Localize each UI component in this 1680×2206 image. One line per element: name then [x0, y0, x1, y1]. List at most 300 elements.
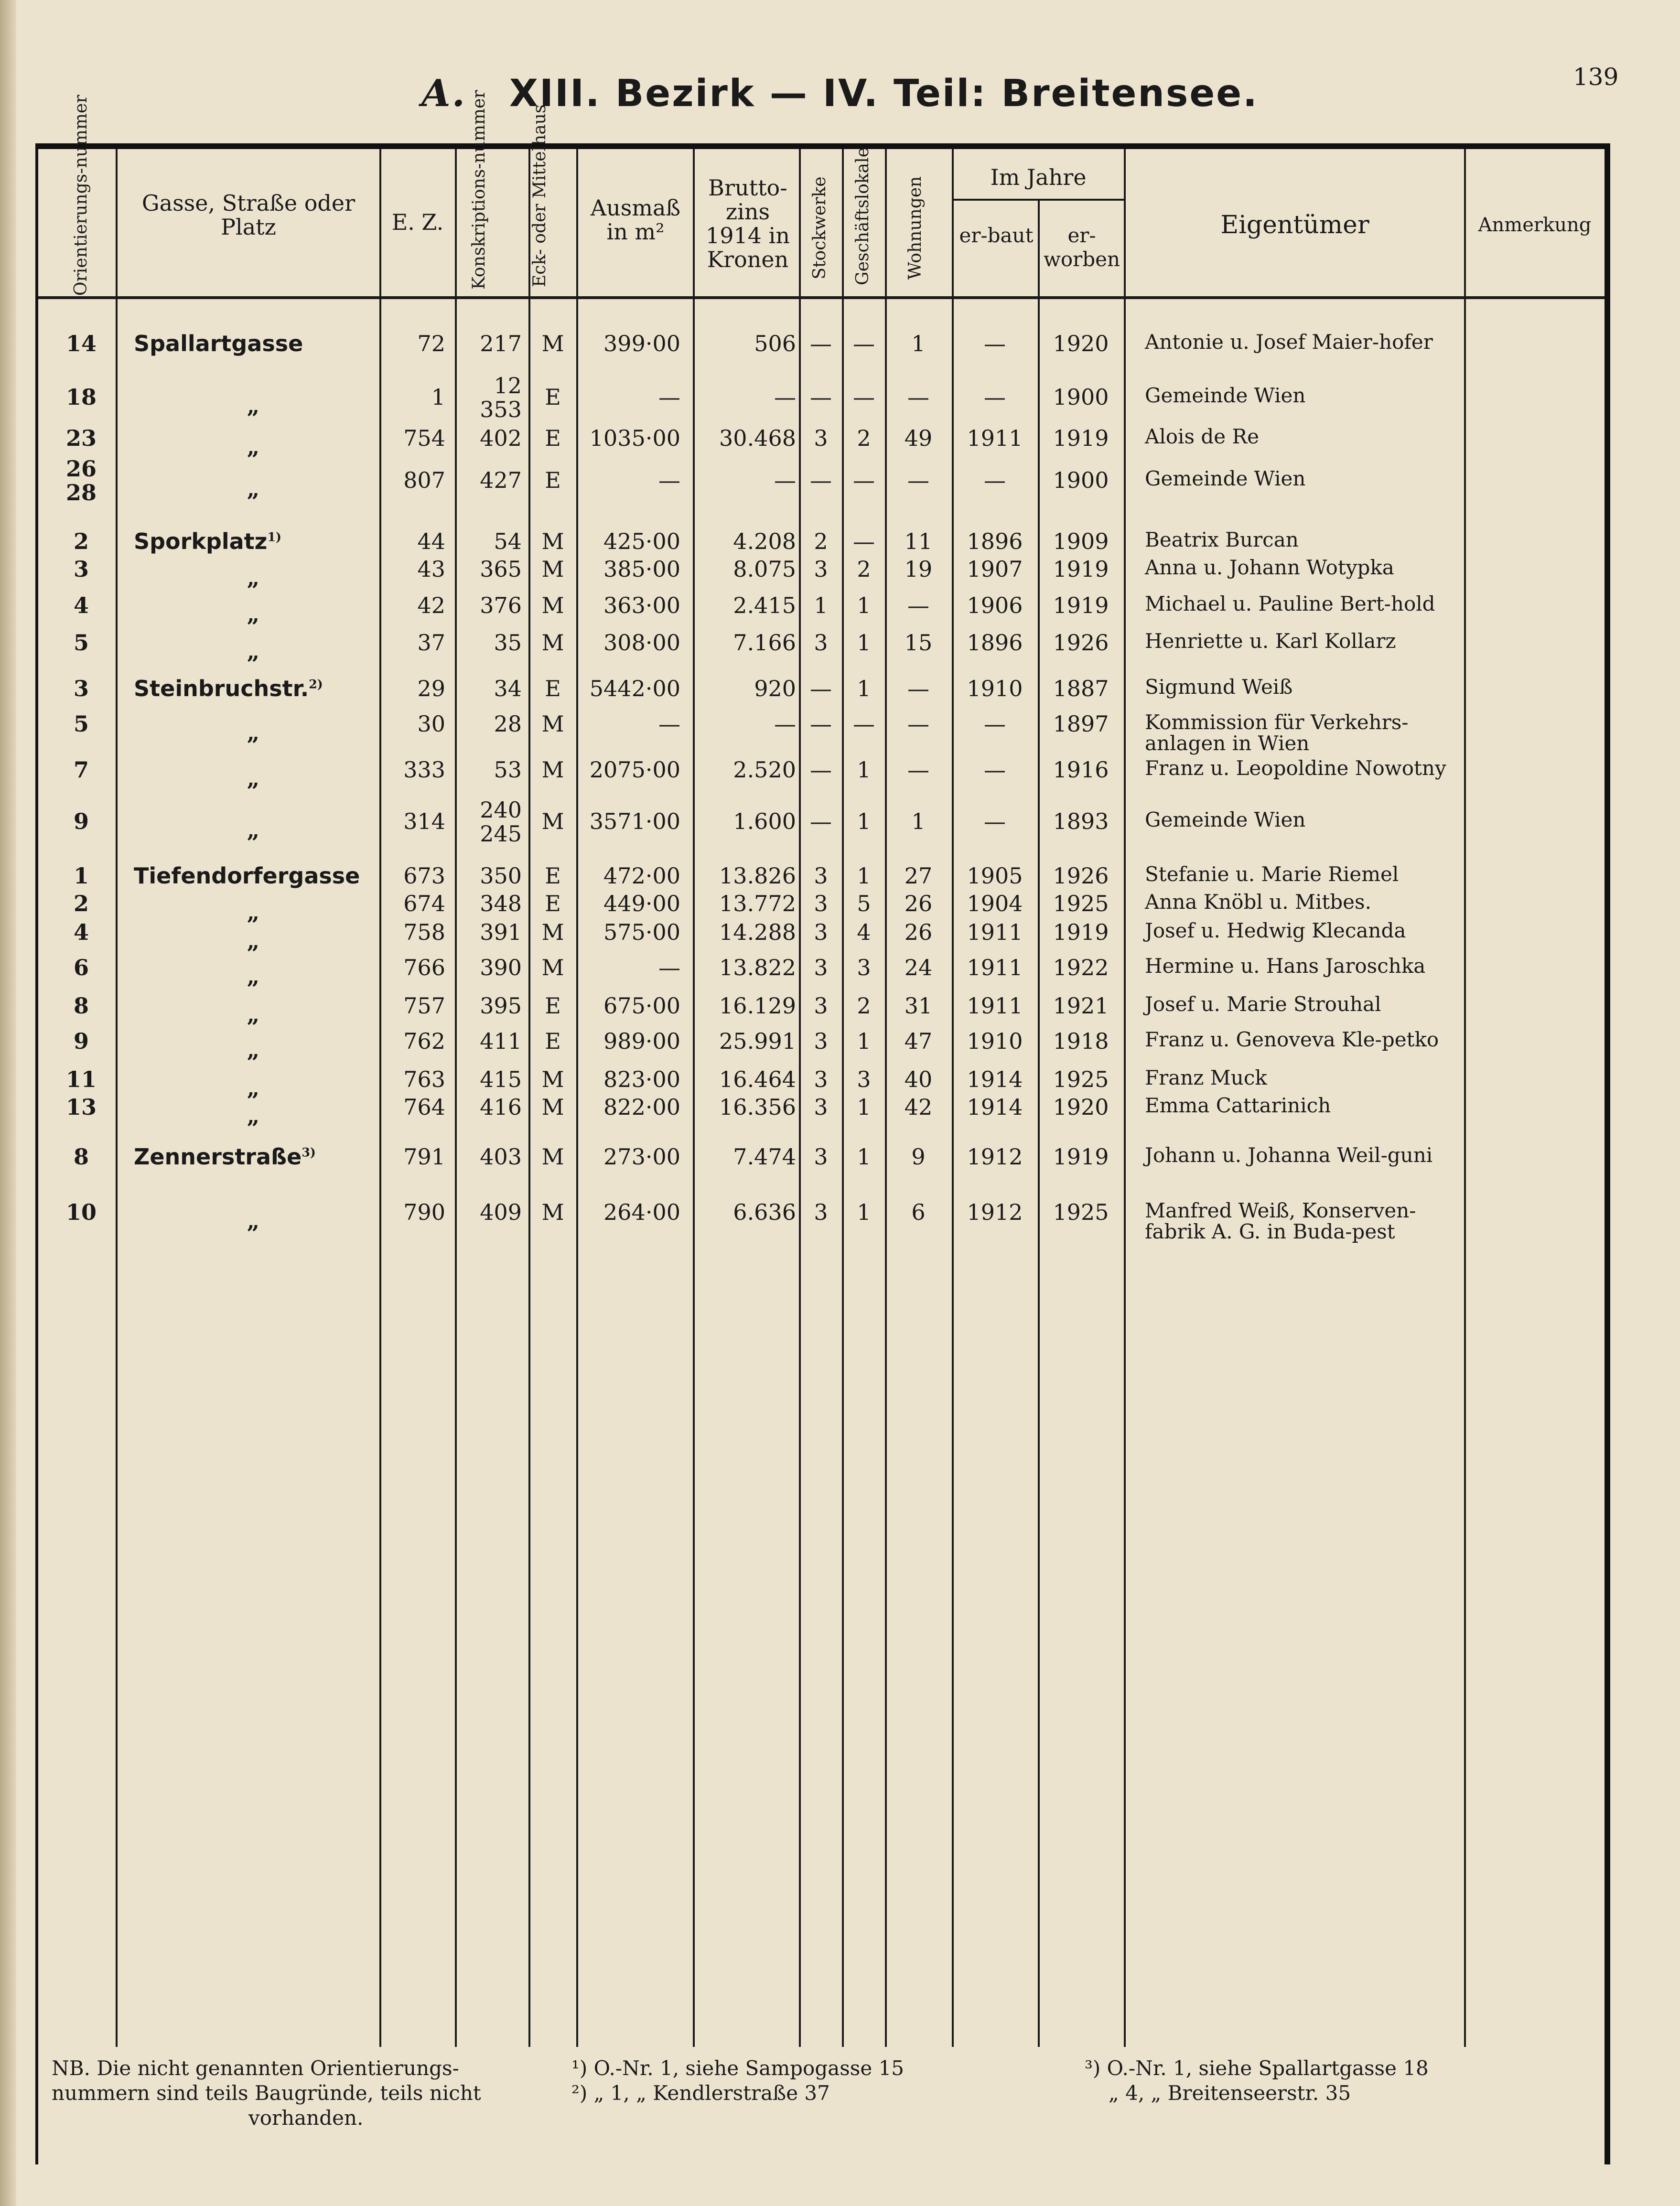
cell-gesch: 1 — [857, 808, 871, 834]
cell-erworben: 1887 — [1053, 676, 1109, 701]
header-anmerkung: Anmerkung — [1478, 214, 1592, 236]
cell-wohn: 19 — [904, 556, 933, 582]
cell-owner: Franz Muck — [1145, 1066, 1267, 1089]
cell-owner: Stefanie u. Marie Riemel — [1145, 862, 1399, 886]
cell-ausmass: — — [658, 384, 680, 410]
footnote-nb-2: nummern sind teils Baugründe, teils nicht — [52, 2081, 481, 2105]
cell-onr: 7 — [73, 757, 89, 783]
cell-brutto: 13.772 — [719, 891, 796, 916]
cell-ausmass: — — [658, 955, 680, 980]
cell-owner: Josef u. Marie Strouhal — [1145, 992, 1381, 1016]
cell-stock: — — [810, 711, 832, 737]
cell-erbaut: 1904 — [967, 891, 1023, 916]
cell-street: „ — [247, 899, 260, 925]
cell-wohn: 40 — [904, 1066, 933, 1092]
street-name: Tiefendorfergasse — [134, 863, 360, 889]
cell-brutto: 30.468 — [719, 425, 796, 451]
cell-erbaut: 1914 — [967, 1066, 1023, 1092]
cell-owner: Gemeinde Wien — [1145, 808, 1306, 831]
cell-onr: 6 — [73, 955, 89, 980]
cell-street: „ — [247, 601, 260, 627]
cell-brutto: 16.356 — [719, 1094, 796, 1120]
cell-onr: 5 — [73, 711, 89, 737]
col-rule-3 — [455, 149, 457, 2047]
cell-konskr: 376 — [480, 592, 522, 618]
cell-gesch: 1 — [857, 676, 871, 701]
cell-erbaut: 1905 — [967, 863, 1023, 889]
cell-owner: Sigmund Weiß — [1145, 675, 1293, 699]
cell-ausmass: 1035·00 — [589, 425, 680, 451]
cell-eck: E — [545, 467, 561, 493]
cell-konskr: 35 — [494, 630, 522, 656]
cell-eck: M — [541, 528, 564, 554]
cell-ez: 72 — [417, 331, 445, 356]
cell-konskr: 415 — [480, 1066, 522, 1092]
cell-eck: E — [545, 891, 561, 916]
street-name: Zennerstraße — [134, 1144, 302, 1170]
cell-street: „ — [247, 1103, 260, 1129]
header-brutto: Brutto-zins 1914 in Kronen — [705, 175, 790, 272]
cell-owner: Franz u. Genoveva Kle-petko — [1145, 1028, 1439, 1051]
cell-stock: 2 — [814, 528, 828, 554]
cell-gesch: — — [853, 711, 875, 737]
cell-onr: 8 — [73, 1144, 89, 1170]
cell-erworben: 1897 — [1053, 711, 1109, 737]
street-name: Spallartgasse — [134, 331, 303, 356]
cell-wohn: — — [907, 711, 929, 737]
cell-owner: Gemeinde Wien — [1145, 384, 1306, 407]
cell-konskr: 28 — [494, 711, 522, 737]
cell-ausmass: 425·00 — [603, 528, 680, 554]
cell-gesch: 1 — [857, 630, 871, 656]
cell-ez: 807 — [403, 467, 445, 493]
cell-gesch: 5 — [857, 891, 871, 916]
cell-konskr: 53 — [494, 757, 522, 783]
cell-wohn: — — [907, 592, 929, 618]
cell-brutto: 14.288 — [719, 919, 796, 945]
cell-gesch: 1 — [857, 1199, 871, 1225]
cell-ausmass: 989·00 — [603, 1028, 680, 1054]
cell-brutto: — — [774, 711, 796, 737]
cell-street: „ — [247, 928, 260, 954]
cell-owner: Beatrix Burcan — [1145, 528, 1299, 551]
header-ez: E. Z. — [391, 209, 444, 235]
cell-wohn: — — [907, 467, 929, 493]
cell-street: „ — [247, 817, 260, 843]
street-name: Sporkplatz — [134, 528, 268, 554]
cell-ausmass: 363·00 — [603, 592, 680, 618]
cell-street: „ — [247, 720, 260, 745]
cell-erbaut: 1914 — [967, 1094, 1023, 1120]
cell-street: „ — [247, 434, 260, 460]
cell-gesch: 1 — [857, 863, 871, 889]
cell-stock: 3 — [814, 1144, 828, 1170]
cell-ez: 314 — [403, 808, 445, 834]
cell-owner: Alois de Re — [1145, 425, 1259, 448]
cell-stock: 1 — [814, 592, 828, 618]
cell-konskr: 350 — [480, 863, 522, 889]
cell-ez: 762 — [403, 1028, 445, 1054]
cell-stock: 3 — [814, 891, 828, 916]
cell-stock: — — [810, 331, 832, 356]
cell-brutto: 1.600 — [733, 808, 796, 834]
cell-ez: 37 — [417, 630, 445, 656]
col-rule-6 — [693, 149, 695, 2047]
cell-erbaut: 1912 — [967, 1199, 1023, 1225]
cell-gesch: 3 — [857, 955, 871, 980]
cell-gesch: 2 — [857, 556, 871, 582]
cell-owner: Emma Cattarinich — [1145, 1094, 1331, 1117]
cell-erbaut: 1911 — [967, 993, 1023, 1019]
cell-gesch: 1 — [857, 757, 871, 783]
cell-stock: — — [810, 467, 832, 493]
cell-gesch: 1 — [857, 1094, 871, 1120]
cell-stock: 3 — [814, 993, 828, 1019]
cell-eck: E — [545, 425, 561, 451]
cell-erworben: 1920 — [1053, 331, 1109, 356]
cell-wohn: — — [907, 757, 929, 783]
cell-street — [134, 331, 373, 356]
cell-gesch: — — [853, 331, 875, 356]
cell-wohn: — — [907, 384, 929, 410]
cell-street: „ — [247, 638, 260, 664]
header-wohnungen: Wohnungen — [905, 176, 925, 280]
footnote-3b: „ 4, „ Breitenseerstr. 35 — [1109, 2081, 1351, 2105]
cell-street — [134, 863, 373, 889]
cell-wohn: 49 — [904, 425, 933, 451]
cell-street — [134, 528, 373, 554]
cell-konskr: 416 — [480, 1094, 522, 1120]
cell-gesch: 2 — [857, 993, 871, 1019]
cell-konskr: 217 — [480, 331, 522, 356]
cell-ausmass: 2075·00 — [589, 757, 680, 783]
cell-eck: E — [545, 676, 561, 701]
cell-erbaut: 1911 — [967, 425, 1023, 451]
cell-gesch: — — [853, 467, 875, 493]
cell-ez: 42 — [417, 592, 445, 618]
cell-brutto: 16.129 — [719, 993, 796, 1019]
cell-eck: M — [541, 1066, 564, 1092]
cell-brutto: 4.208 — [733, 528, 796, 554]
cell-wohn: 42 — [904, 1094, 933, 1120]
cell-owner: Antonie u. Josef Maier-hofer — [1145, 330, 1433, 354]
header-geschaeftslokale: Geschäftslokale — [853, 147, 872, 285]
cell-brutto: 13.826 — [719, 863, 796, 889]
cell-konskr: 390 — [480, 955, 522, 980]
title-text: XIII. Bezirk — IV. Teil: Breitensee. — [509, 72, 1259, 115]
cell-ez: 791 — [403, 1144, 445, 1170]
cell-eck: E — [545, 863, 561, 889]
cell-onr: 4 — [73, 919, 89, 945]
header-stockwerke: Stockwerke — [810, 176, 829, 280]
footnote-2: ²) „ 1, „ Kendlerstraße 37 — [571, 2081, 830, 2105]
cell-ausmass: — — [658, 711, 680, 737]
footnote-nb-3: vorhanden. — [248, 2106, 364, 2130]
cell-brutto: 16.464 — [719, 1066, 796, 1092]
cell-ausmass: 264·00 — [603, 1199, 680, 1225]
cell-ez: 674 — [403, 891, 445, 916]
cell-stock: — — [810, 384, 832, 410]
street-name: Steinbruchstr. — [134, 676, 309, 701]
cell-wohn: 6 — [911, 1199, 926, 1225]
cell-owner: Gemeinde Wien — [1145, 467, 1306, 490]
cell-stock: 3 — [814, 630, 828, 656]
cell-konskr: 54 — [494, 528, 522, 554]
cell-gesch: 3 — [857, 1066, 871, 1092]
cell-onr: 3 — [73, 676, 89, 701]
cell-erworben: 1922 — [1053, 955, 1109, 980]
cell-owner: Josef u. Hedwig Klecanda — [1145, 919, 1406, 942]
street-footnote-marker: 3) — [302, 1145, 316, 1160]
cell-stock: 3 — [814, 556, 828, 582]
cell-brutto: 506 — [754, 331, 796, 356]
cell-brutto: 7.474 — [733, 1144, 796, 1170]
section-letter: A. — [421, 72, 466, 115]
cell-ausmass: 5442·00 — [589, 676, 680, 701]
street-footnote-marker: 2) — [309, 677, 323, 691]
cell-street — [134, 1144, 373, 1170]
cell-wohn: 1 — [911, 808, 926, 834]
cell-konskr: 402 — [480, 425, 522, 451]
cell-stock: 3 — [814, 1066, 828, 1092]
cell-erbaut: 1896 — [967, 630, 1023, 656]
header-gasse: Gasse, Straße oder Platz — [141, 190, 355, 240]
footnote-3a: ³) O.-Nr. 1, siehe Spallartgasse 18 — [1085, 2056, 1429, 2080]
cell-street: „ — [247, 476, 260, 502]
cell-erbaut: — — [984, 808, 1006, 834]
cell-stock: 3 — [814, 1094, 828, 1120]
book-spine-shadow — [0, 0, 16, 2206]
cell-gesch: — — [853, 528, 875, 554]
cell-ausmass: 449·00 — [603, 891, 680, 916]
cell-konskr: 365 — [480, 556, 522, 582]
cell-stock: 3 — [814, 863, 828, 889]
cell-gesch: 2 — [857, 425, 871, 451]
cell-erworben: 1893 — [1053, 808, 1109, 834]
col-rule-4 — [528, 149, 530, 2047]
cell-eck: M — [541, 955, 564, 980]
cell-erworben: 1925 — [1053, 891, 1109, 916]
cell-konskr: 240 245 — [480, 797, 522, 847]
cell-brutto: — — [774, 467, 796, 493]
cell-eck: E — [545, 384, 561, 410]
cell-wohn: 31 — [904, 993, 933, 1019]
header-bottom-rule — [38, 296, 1605, 299]
cell-erworben: 1919 — [1053, 919, 1109, 945]
cell-owner: Johann u. Johanna Weil-guni — [1145, 1143, 1433, 1167]
cell-owner: Hermine u. Hans Jaroschka — [1145, 954, 1426, 978]
cell-ez: 790 — [403, 1199, 445, 1225]
cell-brutto: 8.075 — [733, 556, 796, 582]
cell-ausmass: 823·00 — [603, 1066, 680, 1092]
cell-wohn: 27 — [904, 863, 933, 889]
cell-erbaut: 1910 — [967, 1028, 1023, 1054]
cell-ez: 763 — [403, 1066, 445, 1092]
cell-onr: 8 — [73, 993, 89, 1019]
cell-erbaut: 1907 — [967, 556, 1023, 582]
cell-ez: 44 — [417, 528, 445, 554]
cell-erworben: 1926 — [1053, 863, 1109, 889]
cell-street: „ — [247, 1037, 260, 1063]
cell-street: „ — [247, 565, 260, 591]
cell-erbaut: 1912 — [967, 1144, 1023, 1170]
cell-ausmass: 385·00 — [603, 556, 680, 582]
cell-brutto: 25.991 — [719, 1028, 796, 1054]
cell-ausmass: 822·00 — [603, 1094, 680, 1120]
cell-onr: 4 — [73, 592, 89, 618]
cell-erworben: 1900 — [1053, 384, 1109, 410]
cell-owner: Manfred Weiß, Konserven-fabrik A. G. in Buda-pest — [1145, 1199, 1416, 1243]
cell-erworben: 1921 — [1053, 993, 1109, 1019]
cell-brutto: 920 — [754, 676, 796, 701]
cell-onr: 10 — [65, 1199, 97, 1225]
col-rule-2 — [379, 149, 381, 2047]
cell-erworben: 1920 — [1053, 1094, 1109, 1120]
cell-eck: M — [541, 1094, 564, 1120]
cell-wohn: 24 — [904, 955, 933, 980]
cell-konskr: 34 — [494, 676, 522, 701]
cell-street: „ — [247, 1075, 260, 1101]
cell-owner: Anna Knöbl u. Mitbes. — [1145, 890, 1371, 914]
cell-eck: M — [541, 592, 564, 618]
cell-ez: 333 — [403, 757, 445, 783]
cell-onr: 1 — [73, 863, 89, 889]
cell-eck: M — [541, 1144, 564, 1170]
cell-wohn: — — [907, 676, 929, 701]
col-rule-12 — [1124, 149, 1126, 2047]
cell-erworben: 1919 — [1053, 592, 1109, 618]
cell-stock: — — [810, 757, 832, 783]
header-ausmass: Ausmaß in m² — [590, 195, 681, 245]
cell-erbaut: — — [984, 331, 1006, 356]
cell-gesch: 1 — [857, 592, 871, 618]
cell-eck: M — [541, 808, 564, 834]
header-im-jahre: Im Jahre — [990, 164, 1087, 190]
cell-eck: M — [541, 919, 564, 945]
cell-eck: M — [541, 331, 564, 356]
cell-erbaut: — — [984, 711, 1006, 737]
cell-ausmass: — — [658, 467, 680, 493]
cell-stock: 3 — [814, 919, 828, 945]
cell-onr: 9 — [73, 1028, 89, 1054]
cell-eck: M — [541, 556, 564, 582]
cell-onr: 18 — [65, 384, 97, 410]
cell-ez: 766 — [403, 955, 445, 980]
cell-erworben: 1916 — [1053, 757, 1109, 783]
cell-erworben: 1900 — [1053, 467, 1109, 493]
cell-brutto: 2.520 — [733, 757, 796, 783]
cell-wohn: 15 — [904, 630, 933, 656]
cell-ausmass: 273·00 — [603, 1144, 680, 1170]
cell-brutto: 13.822 — [719, 955, 796, 980]
cell-erbaut: — — [984, 384, 1006, 410]
cell-erworben: 1918 — [1053, 1028, 1109, 1054]
cell-konskr: 409 — [480, 1199, 522, 1225]
cell-wohn: 1 — [911, 331, 926, 356]
cell-ausmass: 399·00 — [603, 331, 680, 356]
page-number: 139 — [1573, 63, 1619, 91]
cell-ez: 673 — [403, 863, 445, 889]
cell-street: „ — [247, 393, 260, 419]
cell-ausmass: 575·00 — [603, 919, 680, 945]
cell-street: „ — [247, 963, 260, 989]
footnote-nb-1: NB. Die nicht genannten Orientierungs- — [52, 2056, 459, 2080]
header-orientierung: Orientierungs-nummer — [71, 95, 91, 296]
cell-onr: 5 — [73, 630, 89, 656]
cell-wohn: 47 — [904, 1028, 933, 1054]
cell-erworben: 1926 — [1053, 630, 1109, 656]
cell-street — [134, 676, 373, 701]
footnote-1: ¹) O.-Nr. 1, siehe Sampogasse 15 — [571, 2056, 905, 2080]
page-title — [0, 72, 1680, 115]
cell-konskr: 348 — [480, 891, 522, 916]
cell-erbaut: 1910 — [967, 676, 1023, 701]
cell-eck: M — [541, 757, 564, 783]
col-rule-5 — [576, 149, 578, 2047]
cell-brutto: 2.415 — [733, 592, 796, 618]
header-eigentuemer: Eigentümer — [1220, 211, 1369, 239]
cell-eck: M — [541, 630, 564, 656]
cell-erbaut: 1911 — [967, 919, 1023, 945]
cell-onr: 26 28 — [65, 456, 97, 506]
cell-onr: 13 — [65, 1094, 97, 1120]
cell-konskr: 12 353 — [480, 373, 522, 422]
cell-erworben: 1919 — [1053, 425, 1109, 451]
cell-onr: 23 — [65, 425, 97, 451]
cell-ez: 1 — [431, 384, 445, 410]
cell-onr: 2 — [73, 891, 89, 916]
cell-street: „ — [247, 1001, 260, 1027]
cell-ausmass: 308·00 — [603, 630, 680, 656]
cell-eck: E — [545, 1028, 561, 1054]
cell-gesch: 1 — [857, 1144, 871, 1170]
cell-ez: 758 — [403, 919, 445, 945]
cell-owner: Kommission für Verkehrs-anlagen in Wien — [1145, 710, 1409, 755]
cell-konskr: 391 — [480, 919, 522, 945]
cell-stock: 3 — [814, 1199, 828, 1225]
header-erworben: er-worben — [1043, 224, 1120, 271]
cell-ez: 764 — [403, 1094, 445, 1120]
col-rule-1 — [116, 149, 118, 2047]
cell-erworben: 1919 — [1053, 556, 1109, 582]
cell-wohn: 26 — [904, 891, 933, 916]
cell-stock: 3 — [814, 955, 828, 980]
cell-erworben: 1925 — [1053, 1199, 1109, 1225]
cell-onr: 2 — [73, 528, 89, 554]
cell-street: „ — [247, 765, 260, 791]
cell-onr: 9 — [73, 808, 89, 834]
cell-gesch: — — [853, 384, 875, 410]
cell-ez: 754 — [403, 425, 445, 451]
cell-erworben: 1925 — [1053, 1066, 1109, 1092]
cell-stock: — — [810, 676, 832, 701]
cell-erbaut: 1906 — [967, 592, 1023, 618]
cell-erbaut: 1911 — [967, 955, 1023, 980]
cell-gesch: 1 — [857, 1028, 871, 1054]
street-footnote-marker: 1) — [267, 529, 282, 544]
cell-eck: E — [545, 993, 561, 1019]
cell-erworben: 1909 — [1053, 528, 1109, 554]
cell-konskr: 427 — [480, 467, 522, 493]
cell-erbaut: 1896 — [967, 528, 1023, 554]
header-konskription: Konskriptions-nummer — [469, 90, 489, 290]
header-erbaut: er-baut — [959, 224, 1034, 247]
cell-brutto: 7.166 — [733, 630, 796, 656]
cell-gesch: 4 — [857, 919, 871, 945]
cell-erbaut: — — [984, 467, 1006, 493]
cell-ausmass: 3571·00 — [589, 808, 680, 834]
cell-onr: 3 — [73, 556, 89, 582]
